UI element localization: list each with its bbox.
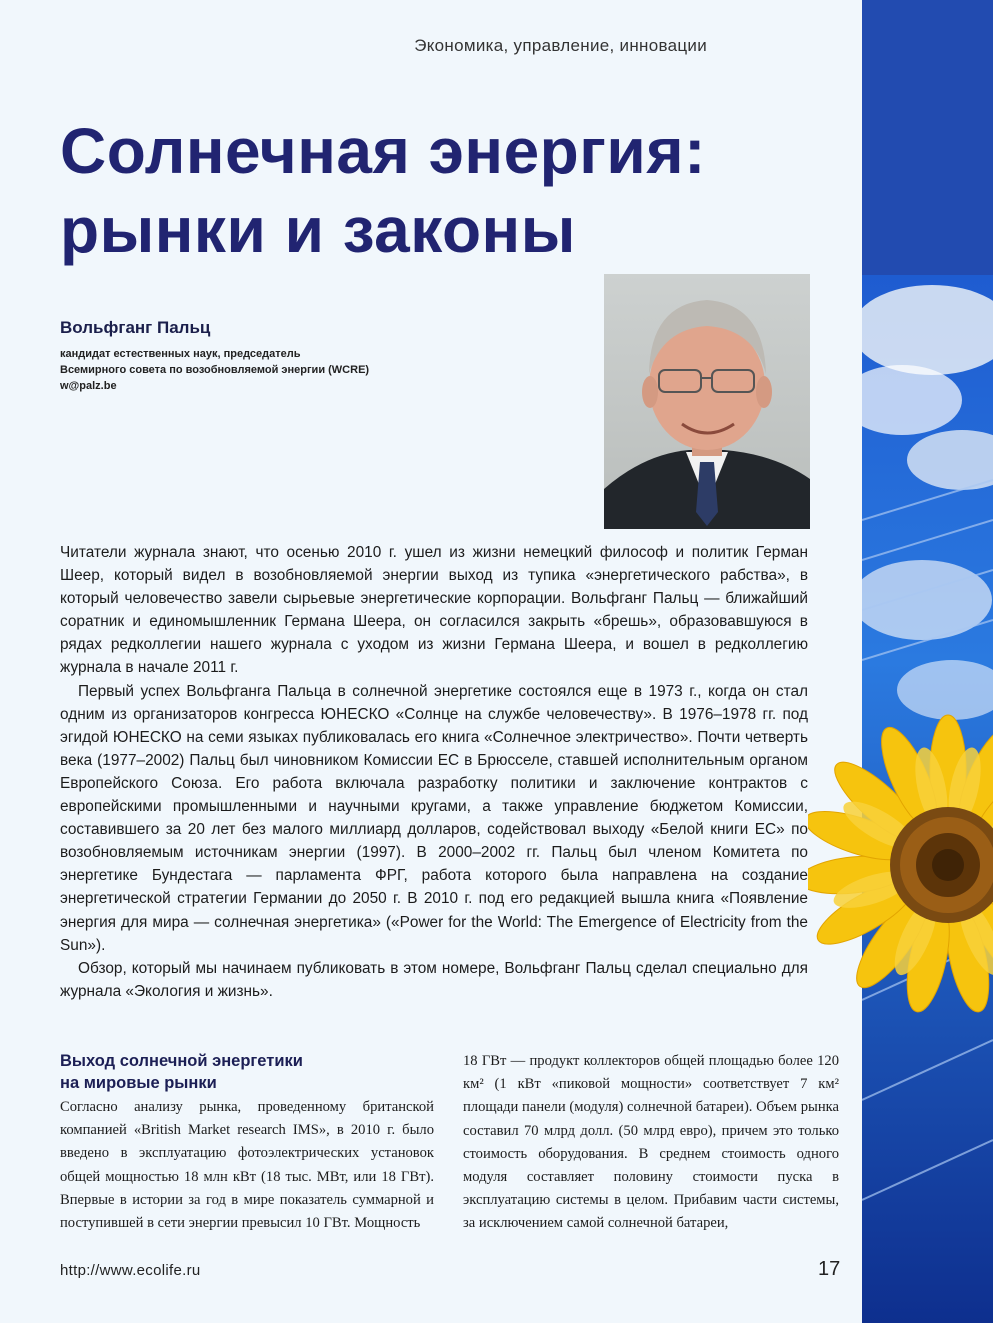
article-paragraph-right: 18 ГВт — продукт коллекторов общей площадью более 120 км² (1 кВт «пиковой мощности» соответствует 7 км² площади панели (модуля) солнечной батареи). Объем рынка составил 70 млрд долл. (50 млрд евро), причем это только стоимость оборудования. В среднем стоимость одного модуля составляет половину стоимости пуска в эксплуатацию системы в целом. Прибавим части системы, за исключением самой солнечной батареи,: [463, 1053, 839, 1232]
author-block: [60, 318, 580, 394]
footer-url[interactable]: http://www.ecolife.ru: [60, 1262, 201, 1279]
intro-paragraph: Обзор, который мы начинаем публиковать в этом номере, Вольфганг Пальц сделал специально для журнала «Экология и жизнь».: [60, 959, 808, 1000]
article-column-left: [60, 1050, 434, 1235]
intro-text: [60, 541, 808, 1003]
article-title: [60, 112, 706, 270]
author-portrait-image: [604, 274, 810, 529]
subheading-line-1: Выход солнечной энергетики: [60, 1052, 303, 1070]
decorative-sidebar-image: [862, 0, 993, 1323]
sunflower-icon: [808, 700, 993, 1030]
article-column-right: [463, 1050, 839, 1236]
intro-paragraph: Читатели журнала знают, что осенью 2010 г. ушел из жизни немецкий философ и политик Герман Шеер, который видел в возобновляемой энергии выход из тупика «энергетического рабства», в который человечество завели сырьевые энергетические корпорации. Вольфганг Пальц — ближайший соратник и единомышленник Германа Шеера, он согласился закрыть «брешь», образовавшуюся в рядах редколлегии нашего журнала с уходом из жизни Германа Шеера, и вошел в редколлегию журнала в начале 2011 г.: [60, 544, 808, 677]
author-name: Вольфганг Пальц: [60, 318, 211, 337]
subheading-line-2: на мировые рынки: [60, 1074, 217, 1092]
author-affiliation: Всемирного совета по возобновляемой энергии (WCRE): [60, 364, 370, 376]
page-number: 17: [818, 1258, 841, 1280]
author-email[interactable]: w@palz.be: [60, 380, 117, 392]
article-paragraph-left: Согласно анализу рынка, проведенному британской компанией «British Market research IMS», в 2010 г. было введено в эксплуатацию фотоэлектрических установок общей мощностью 18 млн кВт (18 тыс. МВт, или 18 ГВт). Впервые в истории за год в мире показатель суммарной и поступившей в сети энергии превысил 10 ГВт. Мощность: [60, 1099, 434, 1232]
author-title: кандидат естественных наук, председатель: [60, 348, 301, 360]
solar-panel-sky-image: [862, 0, 993, 1323]
sunflower-image: [808, 700, 993, 1030]
section-tag: Экономика, управление, инновации: [414, 36, 707, 55]
intro-paragraph: Первый успех Вольфганга Пальца в солнечной энергетике состоялся еще в 1973 г., когда он стал одним из организаторов конгресса ЮНЕСКО «Солнце на службе человечеству». В 1976–1978 гг. под эгидой ЮНЕСКО на семи языках публиковалась его книга «Солнечное электричество». Почти четверть века (1977–2002) Пальц был чиновником Комиссии ЕС в Брюсселе, ставшей исполнительным органом Европейского Союза. Его работа включала разработку политики и заключение контрактов с европейскими промышленными и научными кругами, а также управление бюджетом Комиссии, составившего за 20 лет без малого миллиард долларов, содействовал выходу «Белой книги ЕС» по возобновляемым источникам энергии (1997). В 2000–2002 гг. Пальц был членом Комитета по энергетике Бундестага — парламента ФРГ, работа которого была направлена на создание энергетической стратегии Германии до 2050 г. В 2010 г. под его редакцией вышла книга «Появление энергия для мира — солнечная энергетика» («Power for the World: The Emergence of Electricity from the Sun»).: [60, 682, 808, 954]
author-photo: [604, 274, 810, 529]
title-line-1: Солнечная энергия:: [60, 115, 706, 187]
title-line-2: рынки и законы: [60, 194, 576, 266]
section-subheading: [60, 1050, 434, 1094]
